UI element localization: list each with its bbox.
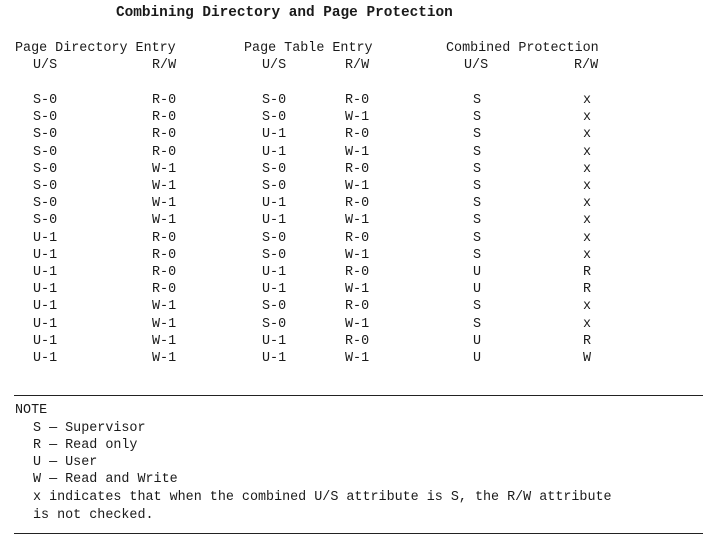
combined-rw-cell: x [583, 299, 592, 314]
pde-rw-cell: W-1 [152, 334, 177, 349]
pde-us-cell: U-1 [33, 231, 58, 246]
combined-rw-cell: x [583, 317, 592, 332]
combined-us-cell: S [473, 231, 482, 246]
pte-us-cell: S-0 [262, 179, 287, 194]
pde-rw-cell: W-1 [152, 351, 177, 366]
header-combined-us: U/S [464, 58, 489, 73]
pde-us-cell: U-1 [33, 334, 58, 349]
header-pde-rw: R/W [152, 58, 177, 73]
header-combined-rw: R/W [574, 58, 599, 73]
pte-rw-cell: W-1 [345, 282, 370, 297]
pde-us-cell: U-1 [33, 299, 58, 314]
pte-us-cell: U-1 [262, 145, 287, 160]
legend-user: U — User [33, 455, 98, 470]
combined-rw-cell: x [583, 127, 592, 142]
combined-us-cell: S [473, 179, 482, 194]
pde-rw-cell: R-0 [152, 93, 177, 108]
pde-us-cell: U-1 [33, 248, 58, 263]
pde-rw-cell: W-1 [152, 317, 177, 332]
pte-rw-cell: W-1 [345, 317, 370, 332]
combined-us-cell: S [473, 110, 482, 125]
pte-us-cell: U-1 [262, 127, 287, 142]
note-text-line-2: is not checked. [33, 508, 154, 523]
combined-rw-cell: x [583, 213, 592, 228]
pte-rw-cell: W-1 [345, 248, 370, 263]
legend-read-only: R — Read only [33, 438, 138, 453]
pte-rw-cell: R-0 [345, 162, 370, 177]
combined-rw-cell: x [583, 162, 592, 177]
combined-us-cell: S [473, 196, 482, 211]
legend-supervisor: S — Supervisor [33, 421, 146, 436]
pte-rw-cell: R-0 [345, 196, 370, 211]
pde-us-cell: U-1 [33, 351, 58, 366]
pde-rw-cell: W-1 [152, 179, 177, 194]
combined-us-cell: S [473, 162, 482, 177]
note-text-line-1: x indicates that when the combined U/S attribute is S, the R/W attribute [33, 490, 612, 505]
combined-us-cell: S [473, 127, 482, 142]
pde-rw-cell: R-0 [152, 282, 177, 297]
pte-rw-cell: W-1 [345, 110, 370, 125]
combined-us-cell: U [473, 334, 482, 349]
combined-us-cell: S [473, 145, 482, 160]
pte-us-cell: U-1 [262, 265, 287, 280]
page-title: Combining Directory and Page Protection [116, 5, 453, 21]
header-combined-protection: Combined Protection [446, 41, 599, 56]
legend-read-write: W — Read and Write [33, 472, 178, 487]
combined-us-cell: S [473, 248, 482, 263]
pde-us-cell: S-0 [33, 127, 58, 142]
pde-us-cell: S-0 [33, 110, 58, 125]
pte-us-cell: S-0 [262, 299, 287, 314]
combined-us-cell: U [473, 351, 482, 366]
divider-top [14, 395, 703, 396]
combined-rw-cell: x [583, 93, 592, 108]
pte-us-cell: U-1 [262, 351, 287, 366]
pte-rw-cell: W-1 [345, 145, 370, 160]
combined-us-cell: S [473, 299, 482, 314]
pte-rw-cell: R-0 [345, 334, 370, 349]
header-pde-us: U/S [33, 58, 58, 73]
pde-us-cell: S-0 [33, 213, 58, 228]
pte-us-cell: S-0 [262, 110, 287, 125]
combined-rw-cell: x [583, 248, 592, 263]
pte-us-cell: S-0 [262, 93, 287, 108]
header-pte-us: U/S [262, 58, 287, 73]
combined-us-cell: U [473, 265, 482, 280]
pte-us-cell: S-0 [262, 317, 287, 332]
combined-us-cell: S [473, 317, 482, 332]
pde-rw-cell: W-1 [152, 213, 177, 228]
pte-us-cell: U-1 [262, 334, 287, 349]
pte-rw-cell: R-0 [345, 299, 370, 314]
note-heading: NOTE [15, 403, 48, 418]
pde-us-cell: S-0 [33, 196, 58, 211]
pde-rw-cell: R-0 [152, 248, 177, 263]
header-pte-rw: R/W [345, 58, 370, 73]
pde-us-cell: S-0 [33, 179, 58, 194]
pte-rw-cell: W-1 [345, 179, 370, 194]
pde-us-cell: U-1 [33, 265, 58, 280]
pte-us-cell: U-1 [262, 196, 287, 211]
pde-rw-cell: R-0 [152, 127, 177, 142]
pte-rw-cell: W-1 [345, 351, 370, 366]
pte-rw-cell: R-0 [345, 127, 370, 142]
combined-rw-cell: x [583, 145, 592, 160]
pte-us-cell: S-0 [262, 248, 287, 263]
pte-us-cell: U-1 [262, 282, 287, 297]
combined-rw-cell: x [583, 179, 592, 194]
combined-us-cell: S [473, 93, 482, 108]
pte-us-cell: S-0 [262, 162, 287, 177]
divider-bottom [14, 533, 703, 534]
combined-rw-cell: x [583, 196, 592, 211]
pde-rw-cell: R-0 [152, 110, 177, 125]
header-page-directory-entry: Page Directory Entry [15, 41, 176, 56]
pte-rw-cell: R-0 [345, 265, 370, 280]
combined-rw-cell: R [583, 265, 592, 280]
pte-rw-cell: R-0 [345, 93, 370, 108]
combined-us-cell: S [473, 213, 482, 228]
pte-rw-cell: R-0 [345, 231, 370, 246]
pte-us-cell: U-1 [262, 213, 287, 228]
pte-us-cell: S-0 [262, 231, 287, 246]
pde-us-cell: U-1 [33, 317, 58, 332]
pde-us-cell: S-0 [33, 93, 58, 108]
combined-rw-cell: x [583, 110, 592, 125]
pde-rw-cell: R-0 [152, 265, 177, 280]
pde-us-cell: S-0 [33, 162, 58, 177]
header-page-table-entry: Page Table Entry [244, 41, 373, 56]
pde-rw-cell: W-1 [152, 196, 177, 211]
combined-rw-cell: x [583, 231, 592, 246]
combined-rw-cell: R [583, 282, 592, 297]
pde-rw-cell: W-1 [152, 162, 177, 177]
pde-us-cell: S-0 [33, 145, 58, 160]
combined-us-cell: U [473, 282, 482, 297]
pde-us-cell: U-1 [33, 282, 58, 297]
combined-rw-cell: W [583, 351, 592, 366]
pte-rw-cell: W-1 [345, 213, 370, 228]
combined-rw-cell: R [583, 334, 592, 349]
pde-rw-cell: R-0 [152, 145, 177, 160]
pde-rw-cell: W-1 [152, 299, 177, 314]
pde-rw-cell: R-0 [152, 231, 177, 246]
